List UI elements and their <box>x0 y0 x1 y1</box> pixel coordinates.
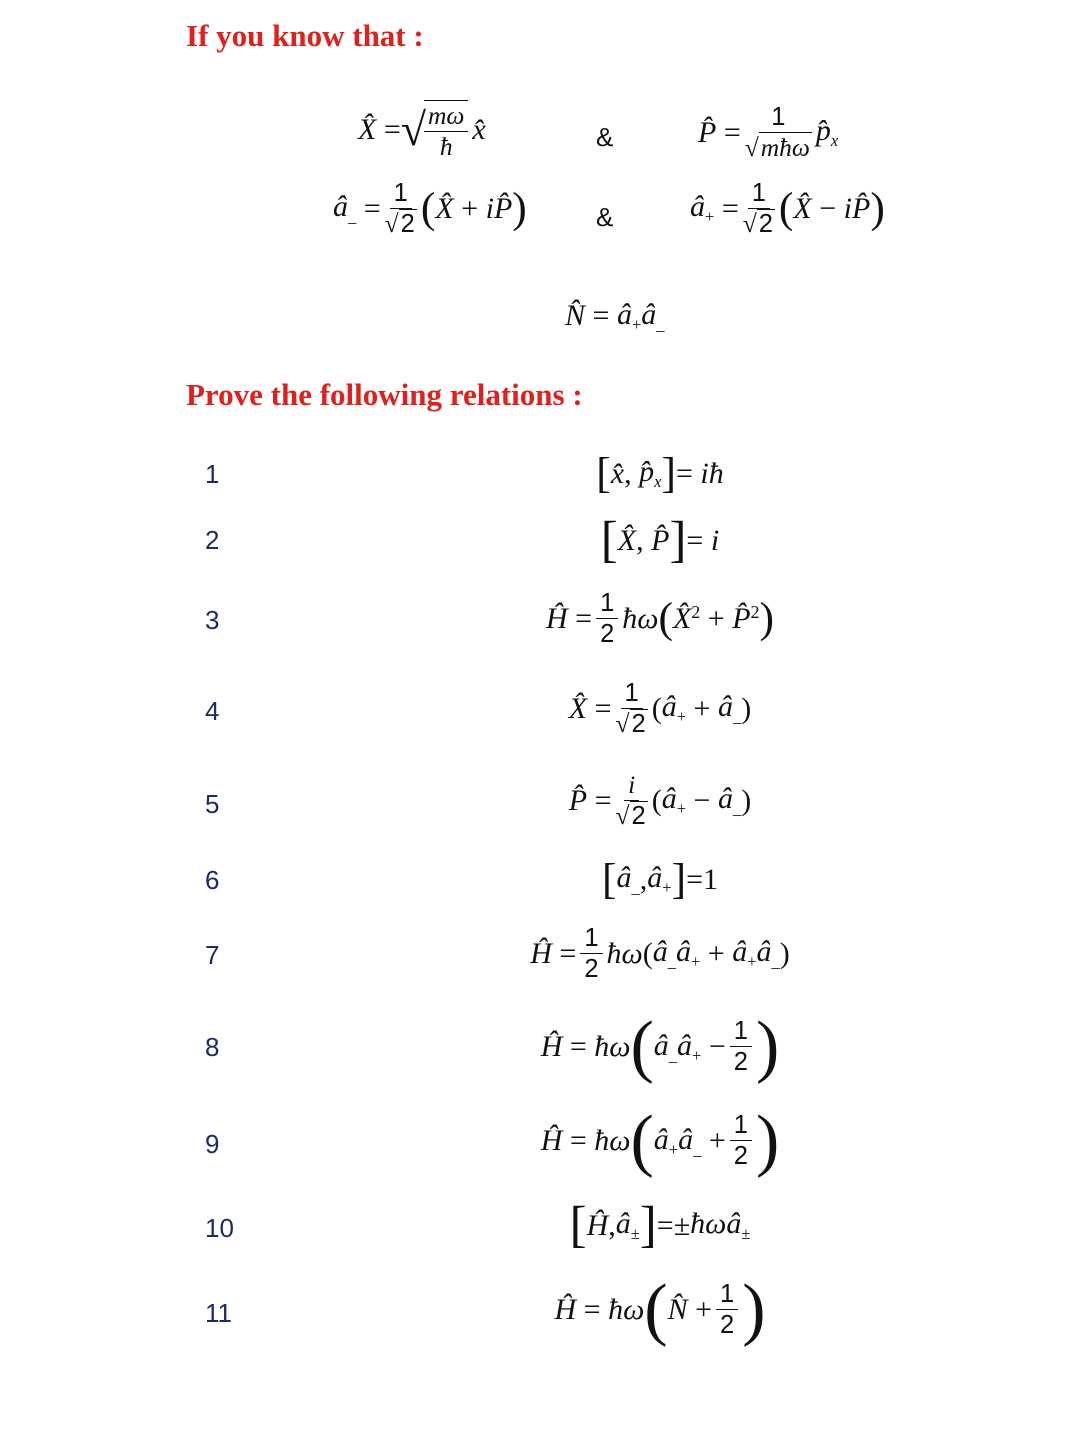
relation-equation: Ĥ = ħω ( N̂ + $\frac{1}{2}$ ) <box>554 1271 766 1348</box>
ampersand-2: & <box>596 202 614 232</box>
given-x-hat: X̂ = √ $\frac{m\omega}{ħ}$ x̂ <box>358 101 486 161</box>
relation-number: 10 <box>205 1213 234 1243</box>
relation-number: 1 <box>205 459 220 489</box>
relation-number: 9 <box>205 1129 220 1159</box>
relation-number: 6 <box>205 865 220 895</box>
given-a-minus: â_ = $\frac{1}{√2}$ ( X̂ + iP̂ ) <box>333 179 527 238</box>
relation-number: 3 <box>205 605 220 635</box>
relation-equation: X̂ = $\frac{1}{√2}$ ( â+ + â_ ) <box>568 679 752 738</box>
relation-number: 11 <box>205 1298 232 1328</box>
relation-number: 2 <box>205 525 220 555</box>
given-n-hat: N̂ = â+â_ <box>565 298 665 334</box>
given-a-plus: â+ = $\frac{1}{√2}$ ( X̂ − iP̂ ) <box>690 179 885 238</box>
given-p-hat: P̂ = $\frac{1}{\text{√mħω}}$ p̂x <box>698 103 839 162</box>
relation-equation: Ĥ = $\frac{1}{2}$ ħω ( â_â+ + â+â_ ) <box>530 924 790 983</box>
prove-heading: Prove the following relations : <box>186 377 583 412</box>
relation-equation: Ĥ = ħω ( â+â_ + $\frac{1}{2}$ ) <box>540 1102 780 1179</box>
relation-equation: [ X̂ , P̂ ] = i <box>600 512 720 568</box>
given-heading: If you know that : <box>186 18 424 53</box>
relation-equation: [ â_ , â+ ] =1 <box>602 855 718 903</box>
relation-equation: [ Ĥ , â± ] =± ħωâ± <box>569 1197 751 1253</box>
relation-number: 8 <box>205 1032 220 1062</box>
relation-equation: Ĥ = ħω ( â_â+ − $\frac{1}{2}$ ) <box>540 1008 780 1085</box>
relation-equation: [ x̂ , p̂x ] = iħ <box>596 449 724 497</box>
relation-number: 4 <box>205 696 220 726</box>
relation-equation: P̂ = $\frac{i}{√2}$ ( â+ − â_ ) <box>568 770 752 830</box>
ampersand-1: & <box>596 122 614 152</box>
relation-number: 7 <box>205 940 220 970</box>
relation-number: 5 <box>205 789 220 819</box>
relation-equation: Ĥ = $\frac{1}{2}$ ħω ( X̂$^2$ + P̂$^2$ ) <box>545 589 775 648</box>
